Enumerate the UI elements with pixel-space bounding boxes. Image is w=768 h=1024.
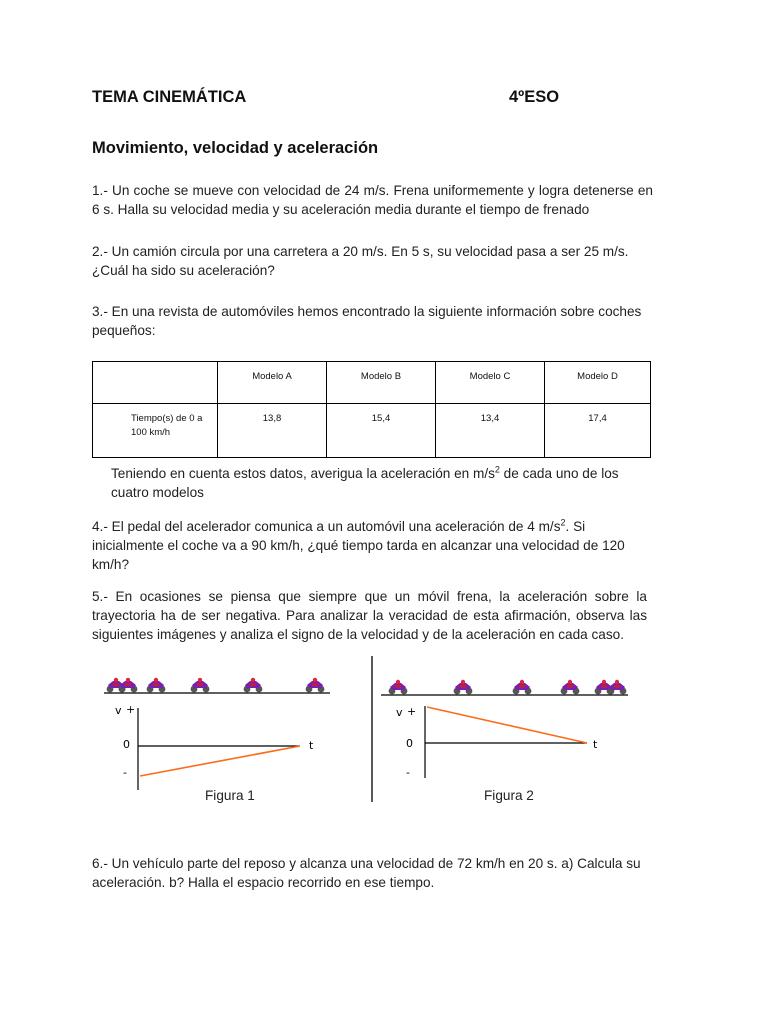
question-4-superscript: 2 bbox=[560, 517, 566, 528]
table-row-label: Tiempo(s) de 0 a 100 km/h bbox=[93, 404, 218, 458]
question-2-line-1: 2.- Un camión circula por una carretera a 20 m/s. En 5 s, su velocidad pasa a ser 25 m/s. bbox=[92, 244, 629, 259]
figure-2 bbox=[381, 680, 628, 779]
car-data-table bbox=[92, 361, 651, 458]
table-header-row bbox=[93, 362, 651, 404]
figure-2-motorcycles bbox=[389, 680, 627, 695]
figure-1-t-label: t bbox=[309, 739, 314, 752]
table-corner-cell bbox=[93, 362, 218, 404]
figure-1-zero: 0 bbox=[123, 738, 130, 751]
motorcycle-icon bbox=[389, 680, 408, 695]
motorcycle-icon bbox=[119, 678, 138, 693]
question-4-before: 4.- El pedal del acelerador comunica a un automóvil una aceleración de 4 m/s bbox=[92, 519, 561, 534]
figure-1-motorcycles bbox=[107, 678, 325, 693]
figure-2-zero: 0 bbox=[406, 737, 413, 750]
table-row bbox=[93, 404, 651, 458]
table-header-cell: Modelo C bbox=[436, 362, 545, 404]
followup-superscript: 2 bbox=[494, 464, 500, 475]
figure-2-velocity-line bbox=[427, 707, 587, 743]
question-4-after: . Si inicialmente el coche va a 90 km/h, ¿qué tiempo tarda en alcanzar una velocidad de 120 km/h? bbox=[92, 519, 625, 572]
figure-2-minus: - bbox=[406, 766, 410, 779]
figure-2-t-label: t bbox=[593, 738, 598, 751]
section-title: Movimiento, velocidad y aceleración bbox=[92, 139, 379, 157]
table-cell: 13,8 bbox=[218, 404, 327, 458]
figure-1-caption: Figura 1 bbox=[205, 788, 255, 803]
table-header-cell: Modelo A bbox=[218, 362, 327, 404]
table-cell: 15,4 bbox=[327, 404, 436, 458]
question-3: 3.- En una revista de automóviles hemos encontrado la siguiente información sobre coches pequeños: bbox=[92, 304, 642, 338]
figure-2-v-label: v bbox=[396, 706, 403, 719]
question-1: 1.- Un coche se mueve con velocidad de 24 m/s. Frena uniformemente y logra detenerse en 6 s. Halla su velocidad media y su aceleración media durante el tiempo de frenado bbox=[92, 183, 653, 217]
figure-1-plus: + bbox=[126, 703, 136, 716]
course-level: 4ºESO bbox=[509, 88, 560, 106]
followup-text-after: de cada uno de los cuatro modelos bbox=[111, 466, 619, 500]
motorcycle-icon bbox=[454, 680, 473, 695]
motorcycle-icon bbox=[513, 680, 532, 695]
table-header-cell: Modelo D bbox=[545, 362, 651, 404]
question-3-followup bbox=[111, 464, 656, 502]
figure-1-velocity-line bbox=[140, 746, 300, 776]
table-cell: 13,4 bbox=[436, 404, 545, 458]
table-cell: 17,4 bbox=[545, 404, 651, 458]
followup-text-before: Teniendo en cuenta estos datos, averigua la aceleración en m/s bbox=[111, 466, 495, 481]
question-4 bbox=[92, 517, 658, 574]
question-6: 6.- Un vehículo parte del reposo y alcanza una velocidad de 72 km/h en 20 s. a) Calcula su aceleración. b? Halla el espacio recorrido en ese tiempo. bbox=[92, 856, 641, 890]
figures-panel bbox=[0, 650, 768, 820]
figure-2-plus: + bbox=[407, 705, 417, 718]
motorcycle-icon bbox=[306, 678, 325, 693]
figure-1 bbox=[104, 678, 330, 790]
motorcycle-icon bbox=[608, 680, 627, 695]
question-2-line-2: ¿Cuál ha sido su aceleración? bbox=[92, 263, 275, 278]
motorcycle-icon bbox=[244, 678, 263, 693]
motorcycle-icon bbox=[561, 680, 580, 695]
table-header-cell: Modelo B bbox=[327, 362, 436, 404]
question-2 bbox=[92, 242, 672, 280]
figure-1-v-label: v bbox=[115, 704, 122, 717]
worksheet-title: TEMA CINEMÁTICA bbox=[92, 88, 247, 106]
motorcycle-icon bbox=[147, 678, 166, 693]
figure-2-caption: Figura 2 bbox=[484, 788, 534, 803]
motorcycle-icon bbox=[191, 678, 210, 693]
question-5: 5.- En ocasiones se piensa que siempre que un móvil frena, la aceleración sobre la trayectoria ha de ser negativa. Para analizar la veracidad de esta afirmación, observa las siguientes imágenes y analiza el signo de la velocidad y de la aceleración en cada caso. bbox=[92, 589, 647, 642]
figure-1-minus: - bbox=[123, 766, 127, 779]
